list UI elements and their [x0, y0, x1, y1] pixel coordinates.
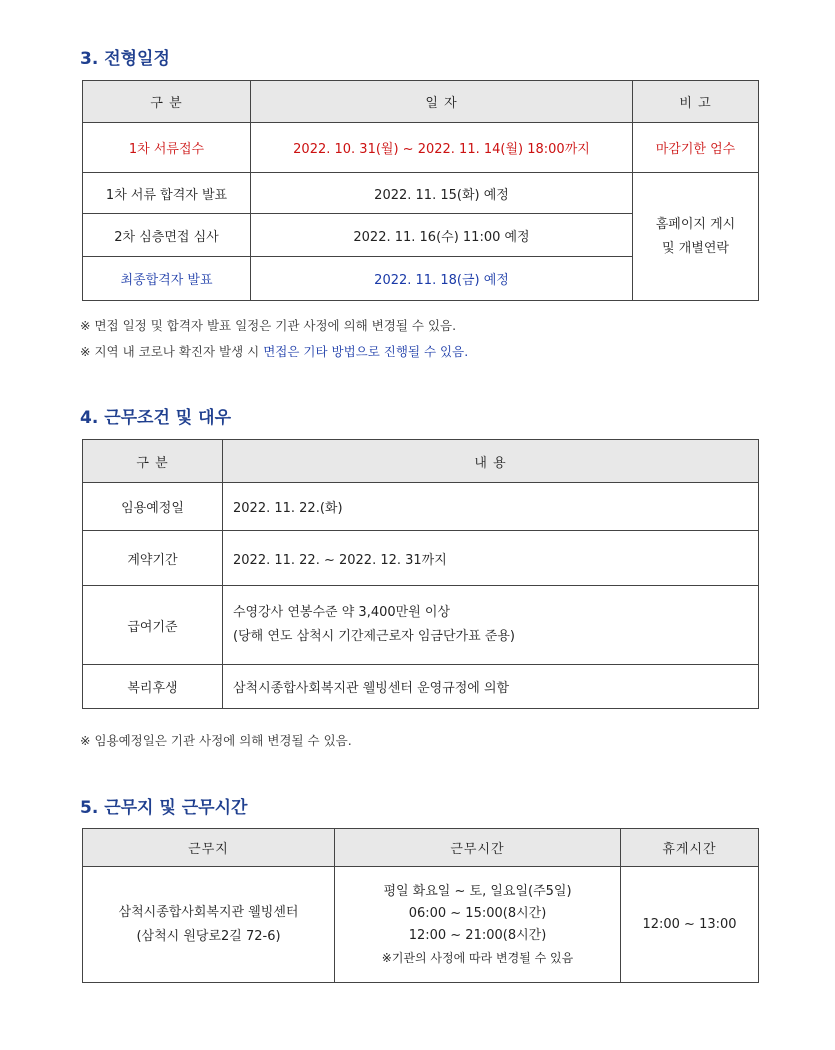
- conditions-value: 2022. 11. 22. ~ 2022. 12. 31까지: [223, 531, 759, 586]
- conditions-header-row: [83, 440, 759, 483]
- conditions-value: [223, 586, 759, 665]
- workplace-header-hours: 근무시간: [335, 829, 621, 867]
- schedule-date: 2022. 11. 18(금) 예정: [251, 257, 633, 301]
- schedule-header-category: 구 분: [83, 81, 251, 123]
- conditions-row: [83, 586, 759, 665]
- workplace-header-place: 근무지: [83, 829, 335, 867]
- conditions-label: 급여기준: [83, 586, 223, 665]
- section-5-title: 5. 근무지 및 근무시간: [80, 798, 248, 818]
- hours-line: 평일 화요일 ~ 토, 일요일(주5일): [383, 883, 572, 899]
- schedule-note-1: ※ 면접 일정 및 합격자 발표 일정은 기관 사정에 의해 변경될 수 있음.: [80, 318, 457, 333]
- conditions-row: [83, 665, 759, 709]
- section-4-title: 4. 근무조건 및 대우: [80, 408, 231, 428]
- hours-cell: [335, 867, 621, 983]
- workplace-line: 삼척시종합사회복지관 웰빙센터: [118, 904, 299, 920]
- salary-line: 수영강사 연봉수준 약 3,400만원 이상: [233, 605, 450, 620]
- schedule-row: [83, 123, 759, 173]
- hours-line: 12:00 ~ 21:00(8시간): [408, 927, 547, 943]
- note-prefix: ※ 지역 내 코로나 확진자 발생 시: [80, 344, 264, 359]
- conditions-header-category: 구 분: [83, 440, 223, 483]
- schedule-header-note: 비 고: [633, 81, 759, 123]
- hours-line: 06:00 ~ 15:00(8시간): [408, 905, 547, 921]
- workplace-header-row: [83, 829, 759, 867]
- conditions-value: 삼척시종합사회복지관 웰빙센터 운영규정에 의함: [223, 665, 759, 709]
- salary-line: (당해 연도 삼척시 기간제근로자 임금단가표 준용): [233, 629, 515, 644]
- schedule-merged-note: [633, 173, 759, 301]
- conditions-label: 임용예정일: [83, 483, 223, 531]
- schedule-date: 2022. 10. 31(월) ~ 2022. 11. 14(월) 18:00까지: [251, 123, 633, 173]
- schedule-header-date: 일 자: [251, 81, 633, 123]
- conditions-label: 복리후생: [83, 665, 223, 709]
- conditions-table: [82, 439, 759, 709]
- conditions-value: 2022. 11. 22.(화): [223, 483, 759, 531]
- schedule-category: 1차 서류접수: [83, 123, 251, 173]
- hours-note: ※기관의 사정에 따라 변경될 수 있음: [381, 950, 574, 965]
- schedule-header-row: [83, 81, 759, 123]
- workplace-table: [82, 828, 759, 983]
- schedule-category: 최종합격자 발표: [83, 257, 251, 301]
- workplace-header-break: 휴게시간: [621, 829, 759, 867]
- schedule-category: 2차 심층면접 심사: [83, 214, 251, 257]
- schedule-date: 2022. 11. 15(화) 예정: [251, 173, 633, 214]
- schedule-category: 1차 서류 합격자 발표: [83, 173, 251, 214]
- note-highlight: 면접은 기타 방법으로 진행될 수 있음.: [263, 344, 469, 359]
- conditions-label: 계약기간: [83, 531, 223, 586]
- conditions-row: [83, 531, 759, 586]
- conditions-note: ※ 임용예정일은 기관 사정에 의해 변경될 수 있음.: [80, 733, 352, 748]
- section-3-title: 3. 전형일정: [80, 49, 170, 69]
- workplace-line: (삼척시 원당로2길 72-6): [136, 928, 281, 944]
- schedule-row: [83, 173, 759, 214]
- break-cell: 12:00 ~ 13:00: [621, 867, 759, 983]
- schedule-note: 마감기한 엄수: [633, 123, 759, 173]
- conditions-row: [83, 483, 759, 531]
- schedule-table: [82, 80, 759, 301]
- merged-note-line: 및 개별연락: [662, 240, 729, 256]
- schedule-note-2: [80, 342, 468, 360]
- schedule-date: 2022. 11. 16(수) 11:00 예정: [251, 214, 633, 257]
- workplace-row: [83, 867, 759, 983]
- workplace-cell: [83, 867, 335, 983]
- conditions-header-content: 내 용: [223, 440, 759, 483]
- merged-note-line: 홈페이지 게시: [655, 216, 736, 232]
